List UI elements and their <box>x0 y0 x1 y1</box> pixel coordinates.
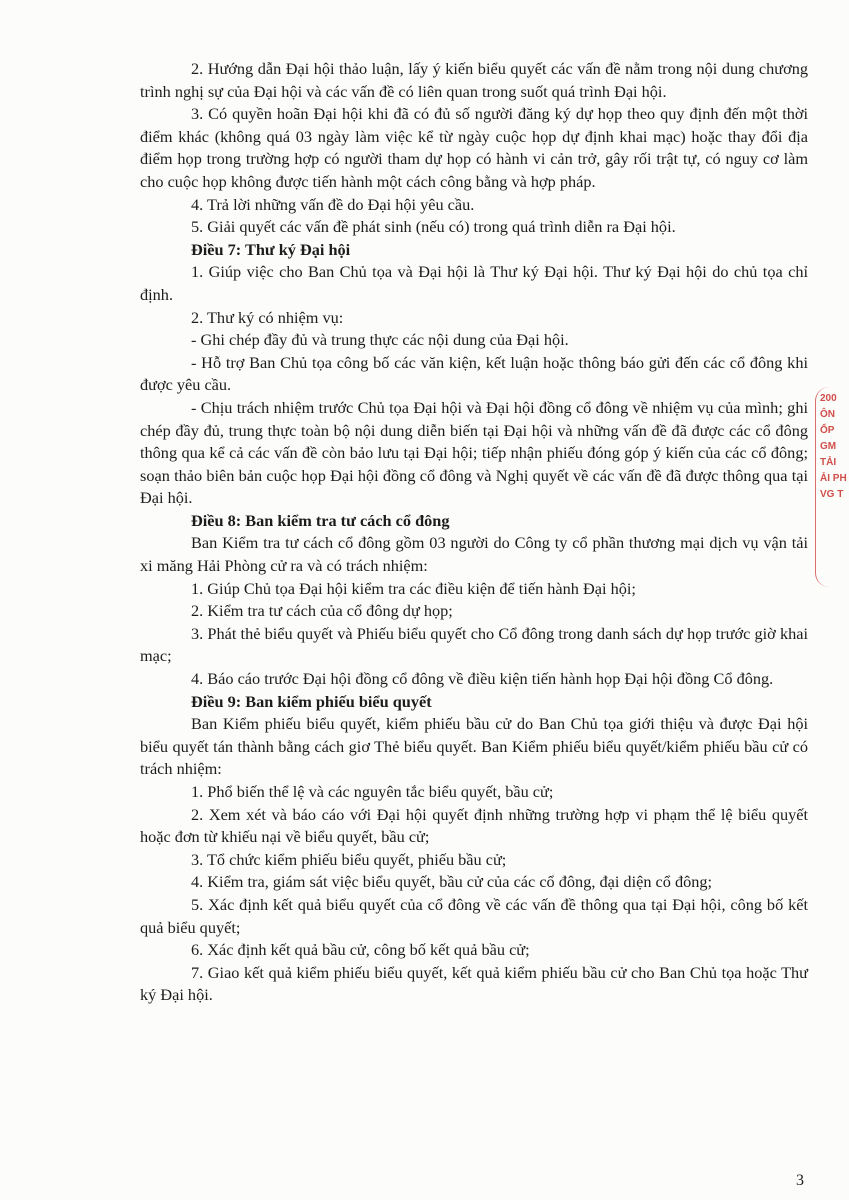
seal-text-line: 200 <box>820 393 837 404</box>
paragraph: - Chịu trách nhiệm trước Chủ tọa Đại hội và Đại hội đồng cổ đông về nhiệm vụ của mình; ghi chép đầy đủ, trung thực toàn bộ nội dung diễn biến tại Đại hội và những vấn đề đã được các cổ đông thông qua kể cả các vấn đề còn bảo lưu tại Đại hội; tiếp nhận phiếu đóng góp ý kiến của các cổ đông; soạn thảo biên bản cuộc họp Đại hội đồng cổ đông và Nghị quyết về các vấn đề đã được thông qua tại Đại hội. <box>140 397 808 508</box>
article-heading: Điều 7: Thư ký Đại hội <box>191 239 351 259</box>
paragraph: - Hỗ trợ Ban Chủ tọa công bố các văn kiện, kết luận hoặc thông báo gửi đến các cổ đông khi được yêu cầu. <box>140 352 808 395</box>
paragraph: 7. Giao kết quả kiểm phiếu biểu quyết, kết quả kiểm phiếu bầu cử cho Ban Chủ tọa hoặc Thư ký Đại hội. <box>140 962 808 1005</box>
paragraph: 1. Giúp Chủ tọa Đại hội kiểm tra các điều kiện để tiến hành Đại hội; <box>191 578 636 598</box>
article-heading: Điều 8: Ban kiểm tra tư cách cổ đông <box>191 510 450 530</box>
paragraph: 5. Xác định kết quả biểu quyết của cổ đông về các vấn đề thông qua tại Đại hội, công bố kết quả biểu quyết; <box>140 894 808 937</box>
paragraph: - Ghi chép đầy đủ và trung thực các nội dung của Đại hội. <box>191 330 569 350</box>
paragraph: 3. Có quyền hoãn Đại hội khi đã có đủ số người đăng ký dự họp theo quy định đến một thời điểm khác (không quá 03 ngày làm việc kể từ ngày cuộc họp dự định khai mạc) hoặc thay đổi địa điểm họp trong trường hợp có người tham dự họp có hành vi cản trở, gây rối trật tự, có nguy cơ làm cho cuộc họp không được tiến hành một cách công bằng và hợp pháp. <box>140 104 808 191</box>
paragraph: 3. Tổ chức kiểm phiếu biểu quyết, phiếu bầu cử; <box>191 849 507 869</box>
paragraph: 3. Phát thẻ biểu quyết và Phiếu biểu quyết cho Cổ đông trong danh sách dự họp trước giờ khai mạc; <box>140 623 808 666</box>
seal-text-line: VG T <box>820 489 844 500</box>
paragraph: Ban Kiểm tra tư cách cổ đông gồm 03 người do Công ty cổ phần thương mại dịch vụ vận tải xi măng Hải Phòng cử ra và có trách nhiệm: <box>140 533 808 576</box>
paragraph: 1. Giúp việc cho Ban Chủ tọa và Đại hội là Thư ký Đại hội. Thư ký Đại hội do chủ tọa chỉ định. <box>140 262 808 304</box>
seal-text-line: TẢI <box>820 457 837 468</box>
paragraph: Ban Kiểm phiếu biểu quyết, kiểm phiếu bầu cử do Ban Chủ tọa giới thiệu và được Đại hội biểu quyết tán thành bằng cách giơ Thẻ biểu quyết. Ban Kiểm phiếu biểu quyết/kiểm phiếu bầu cử có trách nhiệm: <box>140 714 808 779</box>
article-heading: Điều 9: Ban kiểm phiếu biểu quyết <box>191 691 432 711</box>
paragraph: 2. Thư ký có nhiệm vụ: <box>191 307 344 327</box>
paragraph: 1. Phổ biến thể lệ và các nguyên tắc biểu quyết, bầu cử; <box>191 782 554 801</box>
seal-text-line: ÔN <box>820 409 835 420</box>
seal-text-line: ẢI PH <box>820 473 847 484</box>
seal-text-line: GM <box>820 441 837 452</box>
paragraph: 5. Giải quyết các vấn đề phát sinh (nếu có) trong quá trình diễn ra Đại hội. <box>191 217 676 237</box>
page-number: 3 <box>796 1172 804 1189</box>
paragraph: 2. Xem xét và báo cáo với Đại hội quyết định những trường hợp vi phạm thể lệ biểu quyết hoặc đơn từ khiếu nại về biểu quyết, bầu cử; <box>140 804 808 847</box>
company-seal-fragment <box>815 387 849 587</box>
paragraph: 4. Trả lời những vấn đề do Đại hội yêu cầu. <box>191 194 475 214</box>
paragraph: 4. Kiểm tra, giám sát việc biểu quyết, bầu cử của các cổ đông, đại diện cổ đông; <box>191 872 713 892</box>
seal-text-line: ỔP <box>820 425 835 436</box>
paragraph: 6. Xác định kết quả bầu cử, công bố kết quả bầu cử; <box>191 940 530 960</box>
paragraph: 2. Hướng dẫn Đại hội thảo luận, lấy ý kiến biểu quyết các vấn đề nằm trong nội dung chương trình nghị sự của Đại hội và các vấn đề có liên quan trong suốt quá trình Đại hội. <box>140 59 808 101</box>
paragraph: 2. Kiểm tra tư cách của cổ đông dự họp; <box>191 601 453 621</box>
paragraph: 4. Báo cáo trước Đại hội đồng cổ đông về điều kiện tiến hành họp Đại hội đồng Cổ đông. <box>191 669 774 689</box>
document-body <box>140 58 808 1007</box>
